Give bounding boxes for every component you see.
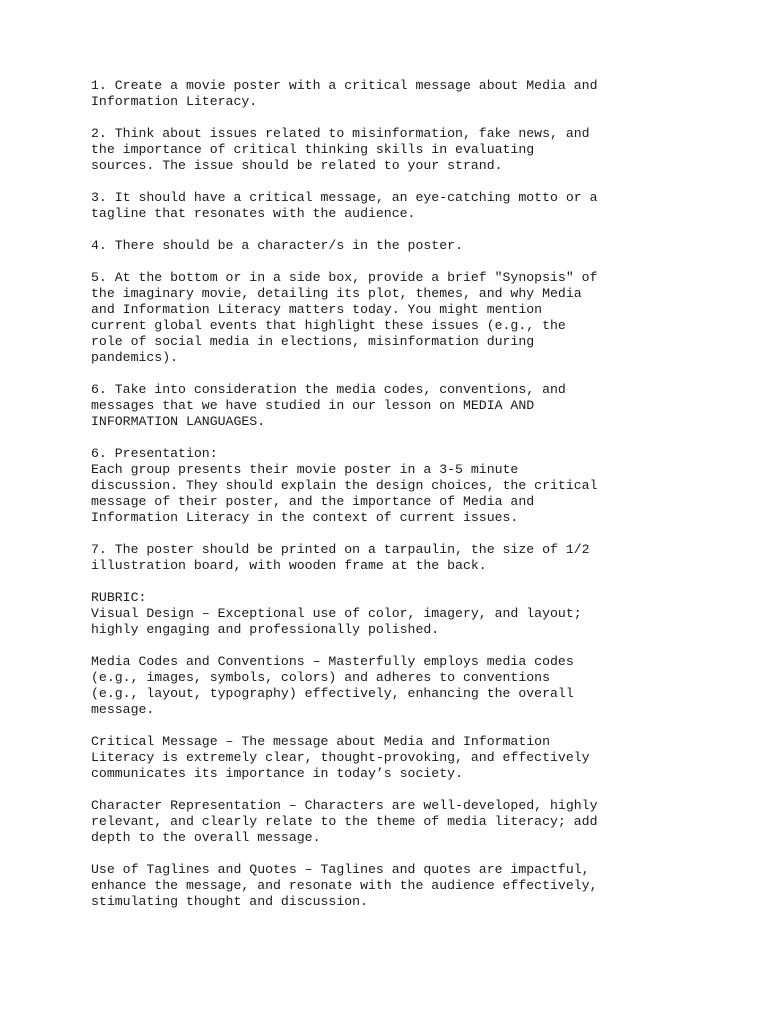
text-line: stimulating thought and discussion. <box>91 894 368 909</box>
instruction-4-paragraph <box>91 238 691 254</box>
instruction-3-paragraph <box>91 190 691 222</box>
text-line: (e.g., images, symbols, colors) and adheres to conventions <box>91 670 550 685</box>
text-line: role of social media in elections, misinformation during <box>91 334 535 349</box>
text-line: enhance the message, and resonate with the audience effectively, <box>91 878 598 893</box>
text-line: messages that we have studied in our lesson on MEDIA AND <box>91 398 535 413</box>
text-line: (e.g., layout, typography) effectively, enhancing the overall <box>91 686 574 701</box>
text-line: the imaginary movie, detailing its plot, themes, and why Media <box>91 286 582 301</box>
text-line: 2. Think about issues related to misinformation, fake news, and <box>91 126 590 141</box>
instruction-2-paragraph <box>91 126 691 174</box>
text-line: highly engaging and professionally polished. <box>91 622 440 637</box>
text-line: depth to the overall message. <box>91 830 321 845</box>
text-line: Literacy is extremely clear, thought-provoking, and effectively <box>91 750 590 765</box>
rubric-media-codes-paragraph <box>91 654 691 718</box>
instruction-7-paragraph <box>91 542 691 574</box>
text-line: Information Literacy in the context of current issues. <box>91 510 519 525</box>
text-line: RUBRIC: <box>91 590 147 605</box>
text-line: 6. Take into consideration the media codes, conventions, and <box>91 382 566 397</box>
text-line: current global events that highlight these issues (e.g., the <box>91 318 566 333</box>
rubric-character-paragraph <box>91 798 691 846</box>
instruction-6-paragraph <box>91 382 691 430</box>
text-line: communicates its importance in today’s society. <box>91 766 463 781</box>
presentation-paragraph <box>91 446 691 526</box>
text-line: 1. Create a movie poster with a critical message about Media and <box>91 78 598 93</box>
text-line: 3. It should have a critical message, an eye-catching motto or a <box>91 190 598 205</box>
text-line: sources. The issue should be related to your strand. <box>91 158 503 173</box>
text-line: and Information Literacy matters today. You might mention <box>91 302 543 317</box>
text-line: the importance of critical thinking skills in evaluating <box>91 142 535 157</box>
text-line: message. <box>91 702 155 717</box>
text-line: message of their poster, and the importance of Media and <box>91 494 535 509</box>
text-line: pandemics). <box>91 350 179 365</box>
text-line: Character Representation – Characters are well-developed, highly <box>91 798 598 813</box>
text-line: tagline that resonates with the audience. <box>91 206 416 221</box>
rubric-taglines-paragraph <box>91 862 691 910</box>
text-line: relevant, and clearly relate to the theme of media literacy; add <box>91 814 598 829</box>
text-line: Visual Design – Exceptional use of color, imagery, and layout; <box>91 606 582 621</box>
instruction-5-paragraph <box>91 270 691 366</box>
text-line: 7. The poster should be printed on a tarpaulin, the size of 1/2 <box>91 542 590 557</box>
text-line: Media Codes and Conventions – Masterfully employs media codes <box>91 654 574 669</box>
text-line: Use of Taglines and Quotes – Taglines and quotes are impactful, <box>91 862 590 877</box>
text-line: Critical Message – The message about Media and Information <box>91 734 550 749</box>
rubric-critical-message-paragraph <box>91 734 691 782</box>
text-line: 4. There should be a character/s in the poster. <box>91 238 463 253</box>
text-line: illustration board, with wooden frame at the back. <box>91 558 487 573</box>
text-line: Information Literacy. <box>91 94 258 109</box>
text-line: 6. Presentation: <box>91 446 218 461</box>
text-line: INFORMATION LANGUAGES. <box>91 414 266 429</box>
text-line: 5. At the bottom or in a side box, provide a brief "Synopsis" of <box>91 270 598 285</box>
instruction-1-paragraph <box>91 78 691 110</box>
document-body <box>91 78 691 926</box>
text-line: Each group presents their movie poster in a 3-5 minute <box>91 462 519 477</box>
text-line: discussion. They should explain the design choices, the critical <box>91 478 598 493</box>
rubric-visual-design-paragraph <box>91 590 691 638</box>
